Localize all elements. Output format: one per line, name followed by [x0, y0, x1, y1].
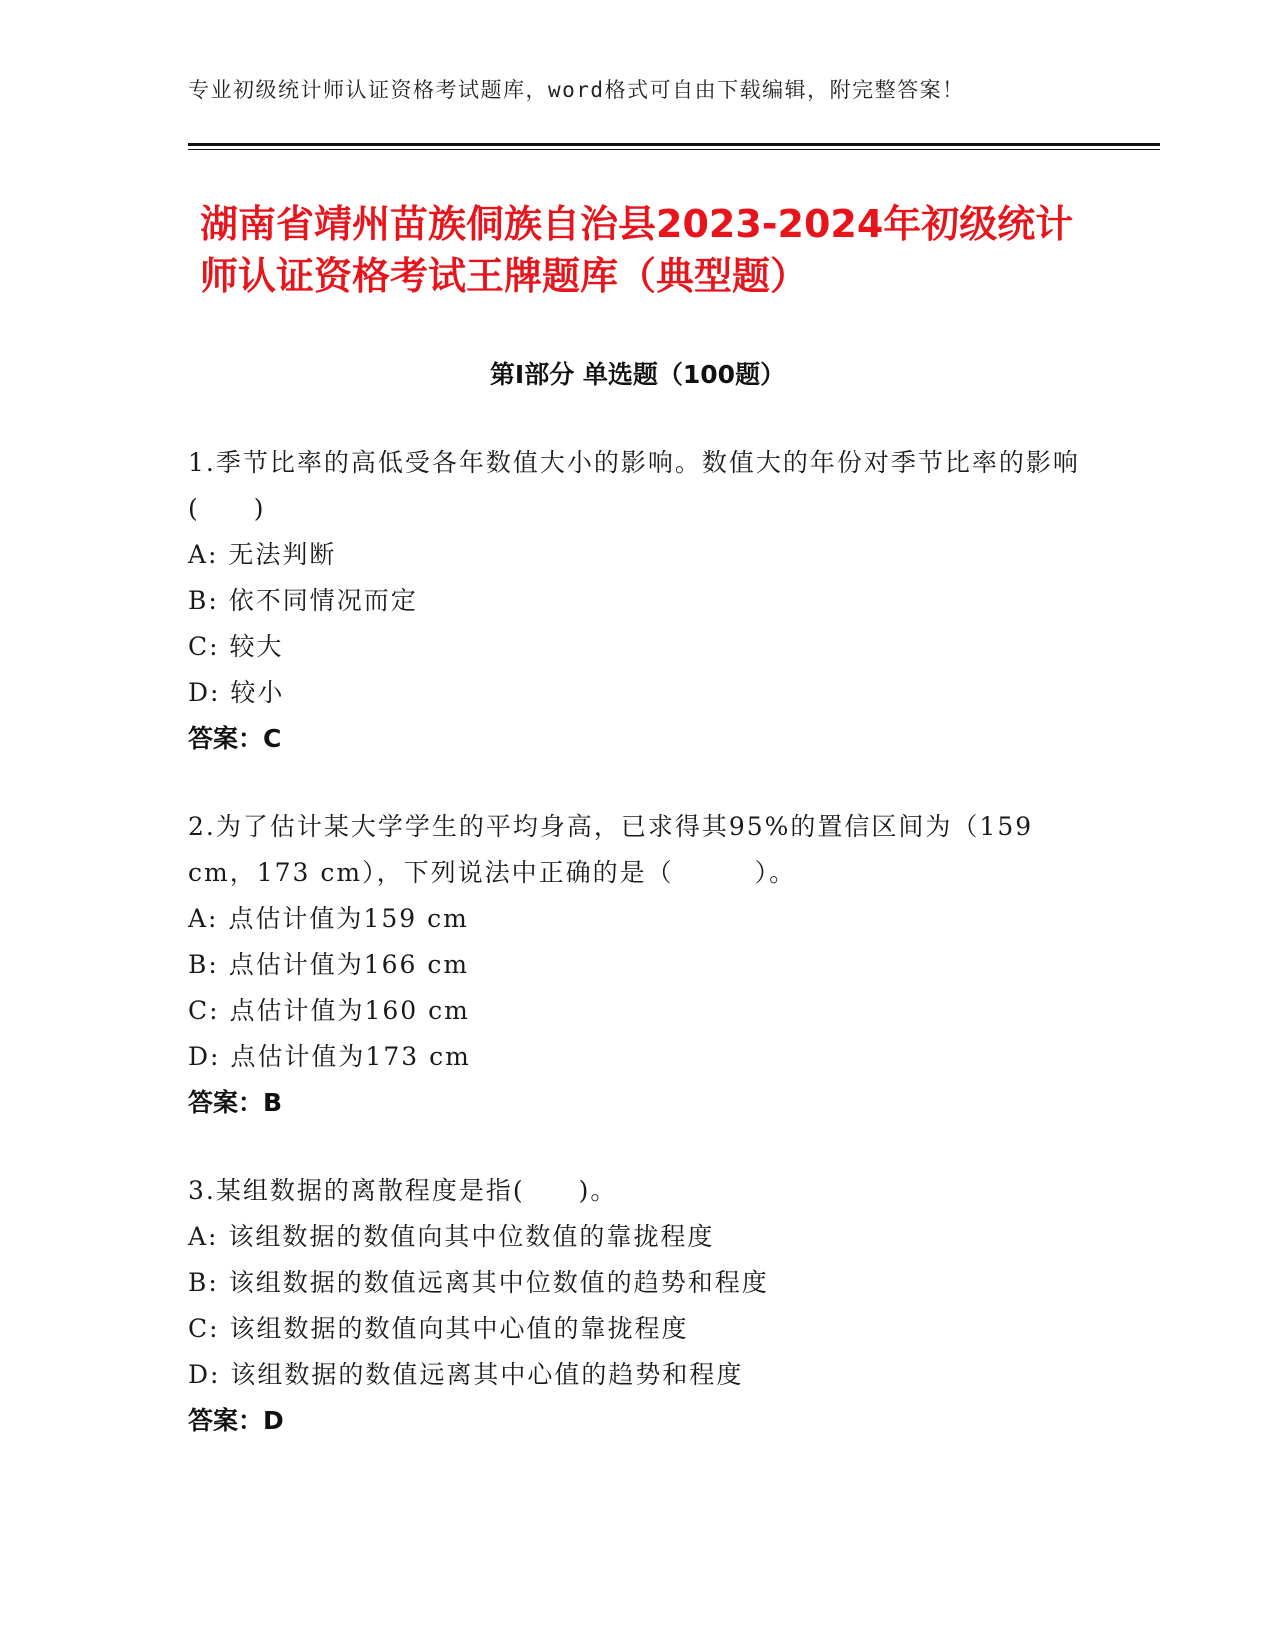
header-rule-thick	[188, 143, 1160, 146]
option-a: A: 该组数据的数值向其中位数值的靠拢程度	[188, 1222, 715, 1251]
document-title: 湖南省靖州苗族侗族自治县2023-2024年初级统计师认证资格考试王牌题库（典型题）	[200, 202, 1074, 298]
question-2	[188, 804, 1088, 1126]
question-1	[188, 440, 1088, 762]
option-c: C: 该组数据的数值向其中心值的靠拢程度	[188, 1314, 689, 1343]
answer: 答案：B	[188, 1088, 283, 1117]
option-b: B: 依不同情况而定	[188, 586, 418, 615]
header-rule-thin	[188, 149, 1160, 150]
option-b: B: 该组数据的数值远离其中位数值的趋势和程度	[188, 1268, 769, 1297]
option-a: A: 点估计值为159 cm	[188, 904, 469, 933]
section-title: 第Ⅰ部分 单选题（100题）	[489, 360, 786, 389]
option-d: D: 点估计值为173 cm	[188, 1042, 471, 1071]
question-stem: 3.某组数据的离散程度是指( )。	[188, 1176, 618, 1205]
question-list	[188, 440, 1088, 1486]
question-stem: 2.为了估计某大学学生的平均身高，已求得其95%的置信区间为（159 cm，173 cm），下列说法中正确的是（ ）。	[188, 812, 1034, 887]
option-d: D: 该组数据的数值远离其中心值的趋势和程度	[188, 1360, 744, 1389]
option-b: B: 点估计值为166 cm	[188, 950, 470, 979]
answer: 答案：C	[188, 724, 282, 753]
option-c: C: 点估计值为160 cm	[188, 996, 470, 1025]
question-3	[188, 1168, 1088, 1444]
option-c: C: 较大	[188, 632, 284, 661]
option-a: A: 无法判断	[188, 540, 337, 569]
question-stem: 1.季节比率的高低受各年数值大小的影响。数值大的年份对季节比率的影响( )	[188, 448, 1080, 523]
option-d: D: 较小	[188, 678, 285, 707]
header-note: 专业初级统计师认证资格考试题库，word格式可自由下载编辑，附完整答案！	[188, 78, 965, 102]
answer: 答案：D	[188, 1406, 284, 1435]
